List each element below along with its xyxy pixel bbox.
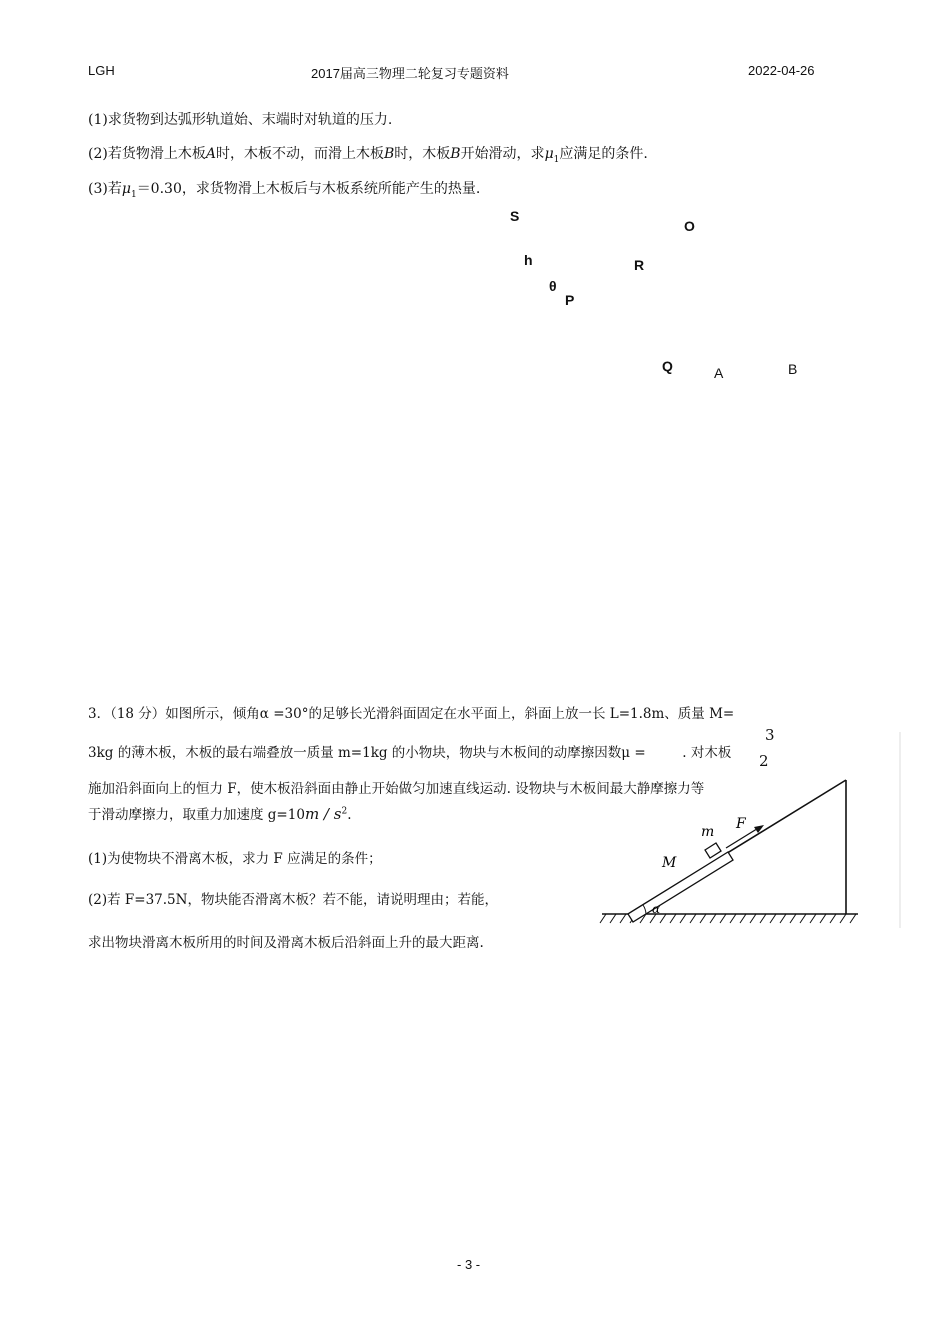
- fig1-label-s: S: [510, 208, 520, 224]
- page-number: - 3 -: [457, 1257, 481, 1272]
- q3-part2: (2)若 F=37.5N，物块能否滑离木板？若不能，请说明理由；若能，: [88, 892, 498, 908]
- q3-part2-cont: 求出物块滑离木板所用的时间及滑离木板后沿斜面上升的最大距离.: [88, 935, 484, 951]
- block-m: [705, 843, 721, 858]
- fig1-label-p: P: [565, 292, 575, 308]
- fig1-label-q: Q: [662, 358, 673, 374]
- q2-part3: (3)若$\mu_1=0.30$，求货物滑上木板后与木板系统所能产生的热量.: [88, 181, 481, 200]
- q3-frac-num: 3: [765, 726, 775, 744]
- header-title: 2017届高三物理二轮复习专题资料: [311, 66, 509, 81]
- q3-line1: 3．（18 分）如图所示，倾角α =30°的足够长光滑斜面固定在水平面上，斜面上放一长 L=1.8m、质量 M=: [88, 706, 735, 722]
- q2-part1: (1)求货物到达弧形轨道始、末端时对轨道的压力.: [88, 112, 393, 128]
- fig2-label-m: m: [701, 824, 715, 840]
- fig1-label-b: B: [788, 361, 798, 377]
- q2-part2: (2)若货物滑上木板A时，木板不动，而滑上木板B时，木板B开始滑动，求$\mu_1$应满足的条件.: [88, 146, 648, 165]
- board-m: [628, 852, 733, 922]
- fig2-label-f: F: [736, 816, 746, 832]
- fig1-label-o: O: [684, 218, 695, 234]
- q3-frac-den: 2: [759, 752, 769, 770]
- header-date: 2022-04-26: [748, 63, 815, 78]
- fig1-label-r: R: [634, 257, 645, 273]
- fig2-label-alpha: α: [652, 902, 661, 916]
- fig2-label-mm: M: [662, 855, 677, 871]
- q3-part1: (1)为使物块不滑离木板，求力 F 应满足的条件；: [88, 851, 382, 867]
- q3-line4: 于滑动摩擦力，取重力加速度 $g=10m / s^2$.: [88, 805, 352, 823]
- header-left: LGH: [88, 63, 115, 78]
- fig1-label-h: h: [524, 252, 533, 268]
- q3-line2: 3kg 的薄木板，木板的最右端叠放一质量 m=1kg 的小物块，物块与木板间的动摩擦因数μ = . 对木板: [88, 745, 732, 761]
- q3-line3: 施加沿斜面向上的恒力 F，使木板沿斜面由静止开始做匀加速直线运动. 设物块与木板间最大静摩擦力等: [88, 781, 705, 797]
- fig1-label-a: A: [714, 365, 724, 381]
- fig1-label-theta: θ: [549, 278, 557, 294]
- incline-figure: [588, 732, 902, 928]
